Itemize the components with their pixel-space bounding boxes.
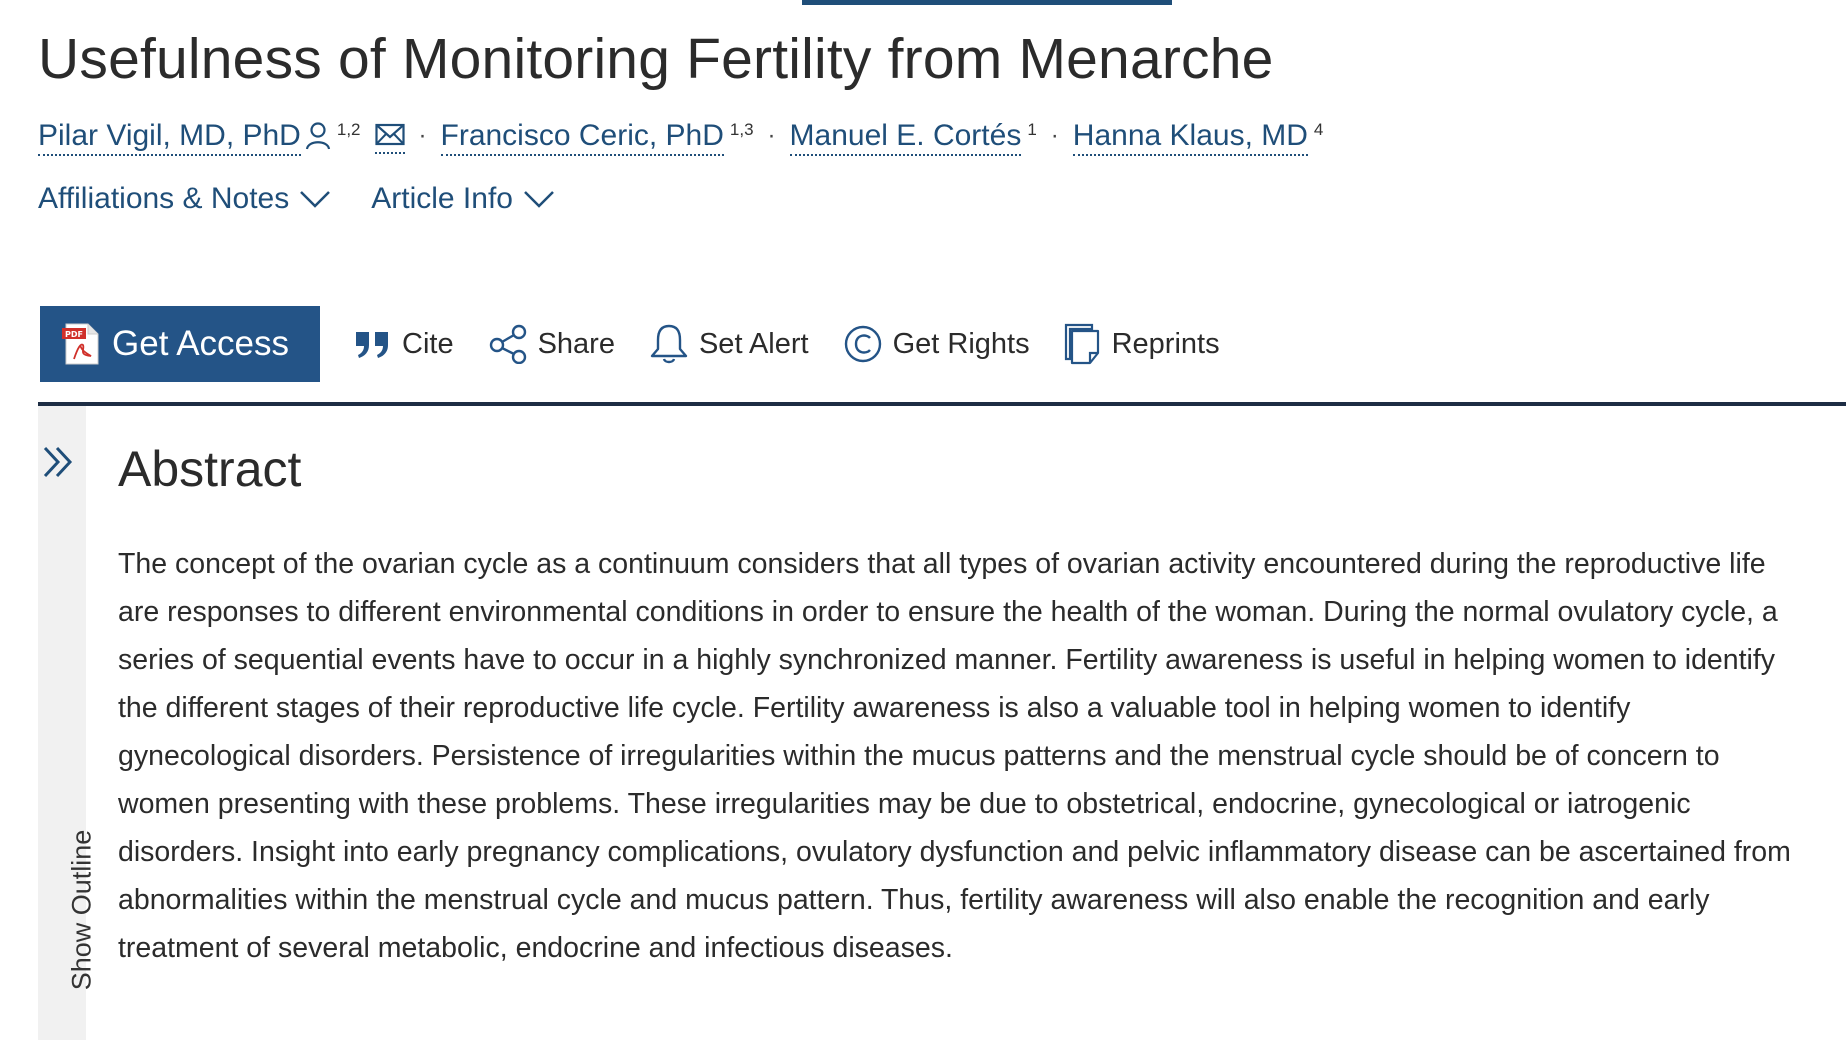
cite-label: Cite	[402, 327, 454, 360]
toolbar-divider	[38, 402, 1846, 406]
author-separator: ·	[418, 122, 427, 149]
pdf-badge-text: PDF	[65, 330, 83, 339]
pdf-icon	[62, 323, 100, 365]
get-access-label: Get Access	[112, 324, 290, 363]
get-rights-label: Get Rights	[892, 327, 1030, 360]
get-rights-button[interactable]	[843, 324, 1030, 364]
author-link-manuel-cortes[interactable]: Manuel E. Cortés	[790, 118, 1022, 156]
article-meta-toggles	[38, 182, 555, 216]
reprints-icon	[1064, 323, 1102, 365]
chevron-down-icon	[523, 189, 555, 209]
author-affiliation-sup: 4	[1313, 120, 1324, 139]
author-affiliation-sup: 1,2	[336, 120, 361, 139]
person-icon[interactable]	[305, 118, 331, 154]
get-access-button[interactable]	[40, 306, 320, 382]
reprints-label: Reprints	[1111, 327, 1220, 360]
show-outline-label: Show Outline	[66, 829, 97, 991]
share-label: Share	[537, 327, 615, 360]
author-list	[38, 118, 1323, 156]
article-info-toggle[interactable]	[371, 182, 555, 216]
abstract-text: The concept of the ovarian cycle as a continuum considers that all types of ovarian activity encountered during the reproductive life are responses to different environmental conditions in order to ensure the health of the woman. During the normal ovulatory cycle, a series of sequential events have to occur in a highly synchronized manner. Fertility awareness is useful in helping women to identify the different stages of their reproductive life cycle. Fertility awareness is also a valuable tool in helping women to identify gynecological disorders. Persistence of irregularities within the mucus patterns and the menstrual cycle should be of concern to women presenting with these problems. These irregularities may be due to obstetrical, endocrine, gynecological or iatrogenic disorders. Insight into early pregnancy complications, ovulatory dysfunction and pelvic inflammatory disease can be ascertained from abnormalities within the menstrual cycle and mucus pattern. Thus, fertility awareness will also enable the recognition and early treatment of several metabolic, endocrine and infectious diseases.	[118, 548, 1791, 964]
author-link-francisco-ceric[interactable]: Francisco Ceric, PhD	[441, 118, 724, 156]
bell-icon	[649, 323, 689, 365]
cite-button[interactable]	[354, 328, 454, 361]
double-chevron-right-icon	[42, 444, 76, 480]
chevron-down-icon	[299, 189, 331, 209]
author-separator: ·	[1050, 122, 1059, 149]
affiliations-notes-toggle[interactable]	[38, 182, 331, 216]
share-button[interactable]	[488, 324, 615, 364]
quote-icon	[354, 328, 392, 360]
set-alert-label: Set Alert	[698, 327, 809, 360]
author-affiliation-sup: 1	[1027, 120, 1037, 139]
copyright-icon	[843, 324, 883, 364]
set-alert-button[interactable]	[649, 323, 809, 365]
page-title: Usefulness of Monitoring Fertility from Menarche	[38, 27, 1274, 91]
show-outline-toggle[interactable]	[38, 406, 97, 1040]
article-toolbar	[40, 306, 1220, 382]
affiliations-notes-label: Affiliations & Notes	[38, 182, 290, 215]
mail-icon[interactable]	[375, 118, 405, 154]
share-icon	[488, 324, 528, 364]
author-link-pilar-vigil[interactable]: Pilar Vigil, MD, PhD	[38, 118, 301, 156]
author-separator: ·	[767, 122, 776, 149]
article-info-label: Article Info	[371, 182, 513, 215]
abstract-heading: Abstract	[118, 441, 302, 497]
reprints-button[interactable]	[1064, 323, 1220, 365]
top-tab-indicator	[802, 0, 1172, 5]
author-link-hanna-klaus[interactable]: Hanna Klaus, MD	[1073, 118, 1308, 156]
author-affiliation-sup: 1,3	[729, 120, 754, 139]
